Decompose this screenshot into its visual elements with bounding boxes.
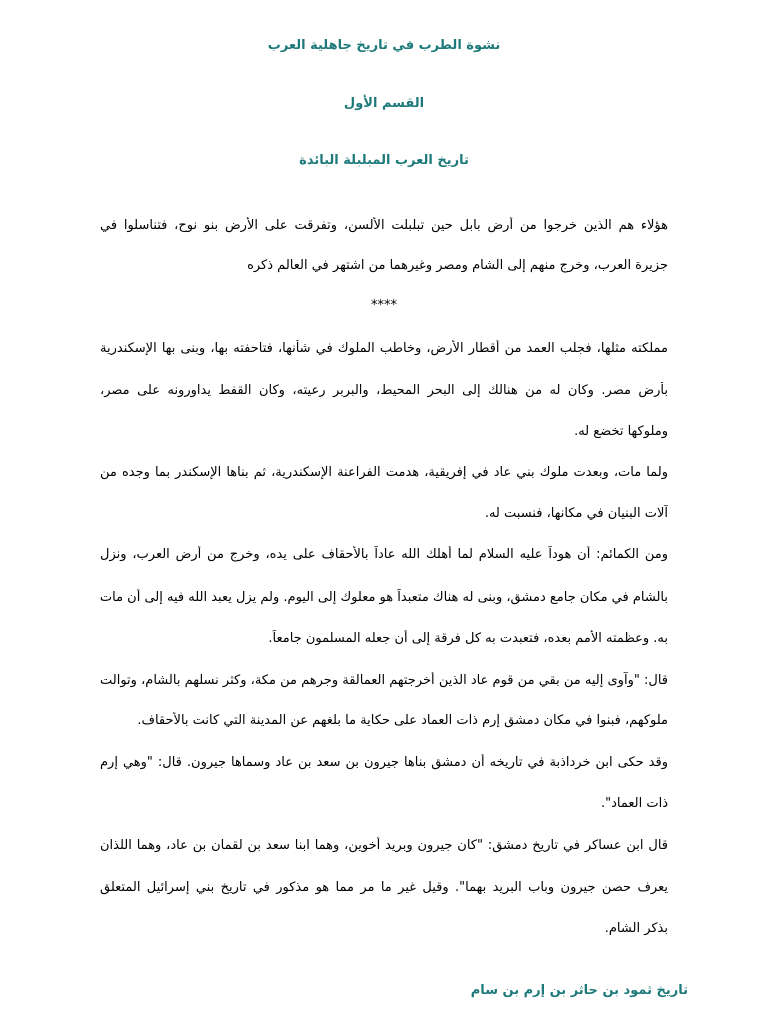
- paragraph-line: بالشام في مكان جامع دمشق، وبنى له هناك متعبداً هو معلوك إلى اليوم. ولم يزل يعبد الله فيه إلى أن مات: [100, 590, 668, 605]
- paragraph-line: ولما مات، وبعدت ملوك بني عاد في إفريقية، هدمت الفراعنة الإسكندرية، ثم بناها الإسكندر بما وجده من: [100, 465, 668, 480]
- chapter-subtitle: تاريخ العرب المبلبلة البائدة: [299, 153, 469, 168]
- paragraph-line: جزيرة العرب، وخرج منهم إلى الشام ومصر وغيرهما من اشتهر في العالم ذكره: [247, 258, 668, 273]
- paragraph-line: قال ابن عساكر في تاريخ دمشق: "كان جيرون وبريد أخوين، وهما ابنا سعد بن لقمان بن عاد، وهما اللذان: [100, 838, 668, 853]
- paragraph-line: بذكر الشام.: [604, 921, 668, 936]
- paragraph-line: مملكته مثلها، فجلب العمد من أقطار الأرض، وخاطب الملوك في شأنها، فتاحفته بها، وبنى بها الإسكندرية: [100, 341, 668, 356]
- paragraph-line: بأرض مصر. وكان له من هنالك إلى البحر المحيط، والبربر رعيته، وكان القفط يداورونه على مصر،: [100, 383, 668, 398]
- paragraph-line: آلات البنيان في مكانها، فنسبت له.: [484, 506, 668, 521]
- paragraph-line: وملوكها تخضع له.: [574, 424, 668, 439]
- separator-stars: ****: [371, 298, 397, 313]
- section-title: تاريخ ثمود بن حاثر بن إرم بن سام: [470, 983, 688, 998]
- paragraph-line: وقد حكى ابن خرداذبة في تاريخه أن دمشق بناها جيرون بن سعد بن عاد وسماها جيرون. قال: "وهي إرم: [100, 755, 668, 770]
- paragraph-line: ملوكهم، فبنوا في مكان دمشق إرم ذات العماد على حكاية ما بلغهم عن المدينة التي كانت بالأحقاف.: [137, 713, 668, 728]
- paragraph-line: به. وعظمته الأمم بعده، فتعبدت به كل فرقة إلى أن جعله المسلمون جامعاً.: [268, 631, 668, 646]
- document-title: نشوة الطرب في تاريخ جاهلية العرب: [267, 38, 501, 53]
- paragraph-line: ومن الكمائم: أن هوداً عليه السلام لما أهلك الله عاداً بالأحقاف على يده، وخرج من أرض العرب، ونزل: [100, 547, 668, 562]
- paragraph-line: هؤلاء هم الذين خرجوا من أرض بابل حين تبلبلت الألسن، وتفرقت على الأرض بنو نوح، فتناسلوا في: [100, 218, 668, 233]
- paragraph-line: يعرف حصن جيرون وباب البريد بهما". وقيل غير ما مر مما هو مذكور في تاريخ بني إسرائيل المتعلق: [100, 880, 668, 895]
- section-heading: القسم الأول: [343, 96, 425, 111]
- paragraph-line: ذات العماد".: [601, 796, 668, 811]
- paragraph-line: قال: "وآوى إليه من بقي من قوم عاد الذين أخرجتهم العمالقة وجرهم من مكة، وكثر نسلهم بالشام، وتوالت: [100, 673, 668, 688]
